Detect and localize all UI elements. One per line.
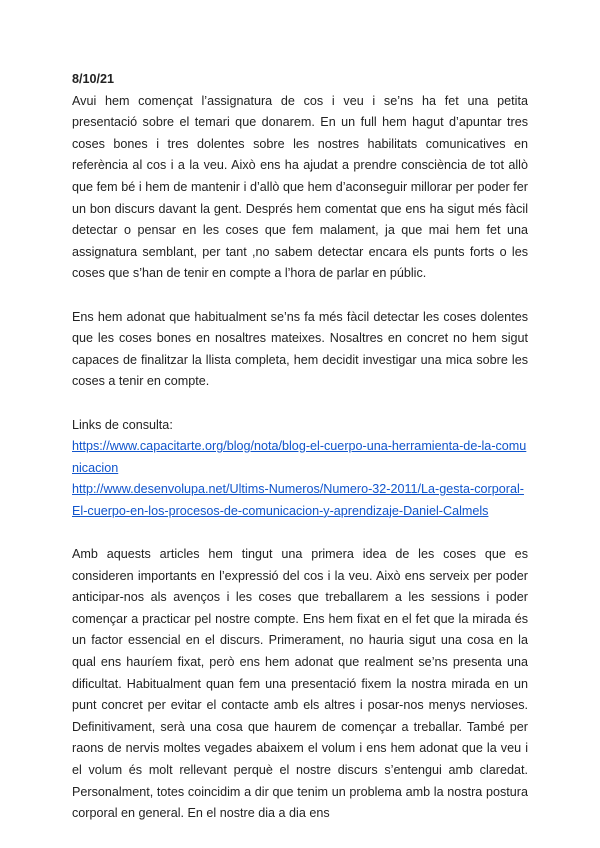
spacer [72, 393, 528, 415]
document-body [72, 69, 528, 825]
paragraph-3: Amb aquests articles hem tingut una primera idea de les coses que es consideren importants en l’expressió del cos i la veu. Això ens serveix per poder anticipar-nos als avenços i les coses que treballarem a les sessions i poder començar a practicar pel nostre compte. Ens hem fixat en el fet que la mirada és un factor essencial en el discurs. Primerament, no hauria sigut una cosa en la qual ens hauríem fixat, però ens hem adonat que realment se’ns presenta una dificultat. Habitualment quan fem una presentació fixem la nostra mirada en un punt concret per evitar el contacte amb els altres i posar-nos menys nervioses. Definitivament, serà una cosa que haurem de començar a treballar. També per raons de nervis moltes vegades abaixem el volum i ens hem adonat que la veu i el volum és molt rellevant perquè el nostre discurs s’entengui amb claredat. Personalment, totes coincidim a dir que tenim un problema amb la nostra postura corporal en general. En el nostre dia a dia ens [72, 547, 528, 821]
reference-link-desenvolupa[interactable]: http://www.desenvolupa.net/Ultims-Numeros/Numero-32-2011/La-gesta-corporal-El-cuerpo-en-los-procesos-de-comunicacion-y-aprendizaje-Daniel-Calmels [72, 482, 524, 518]
links-heading: Links de consulta: [72, 417, 173, 432]
spacer [72, 522, 528, 544]
paragraph-2: Ens hem adonat que habitualment se’ns fa més fàcil detectar les coses dolentes que les coses bones en nosaltres mateixes. Nosaltres en concret no hem sigut capaces de finalitzar la llista completa, hem decidit investigar una mica sobre les coses a tenir en compte. [72, 309, 528, 389]
entry-date: 8/10/21 [72, 72, 115, 86]
paragraph-1: Avui hem començat l’assignatura de cos i veu i se’ns ha fet una petita presentació sobre el temari que donarem. En un full hem hagut d’apuntar tres coses bones i tres dolentes sobre les nostres habilitats comunicatives en referència al cos i a la veu. Això ens ha ajudat a prendre consciència de tot allò que fem bé i hem de mantenir i d’allò que hem d’aconseguir millorar per poder fer un bon discurs davant la gent. Després hem comentat que ens ha sigut més fàcil detectar o pensar en les coses que fem malament, ja que mai hem fet una assignatura semblant, per tant ,no sabem detectar encara els punts forts o les coses que s’han de tenir en compte a l’hora de parlar en públic. [72, 93, 528, 281]
spacer [72, 285, 528, 307]
reference-link-capacitarte[interactable]: https://www.capacitarte.org/blog/nota/blog-el-cuerpo-una-herramienta-de-la-comunicacion [72, 439, 527, 475]
